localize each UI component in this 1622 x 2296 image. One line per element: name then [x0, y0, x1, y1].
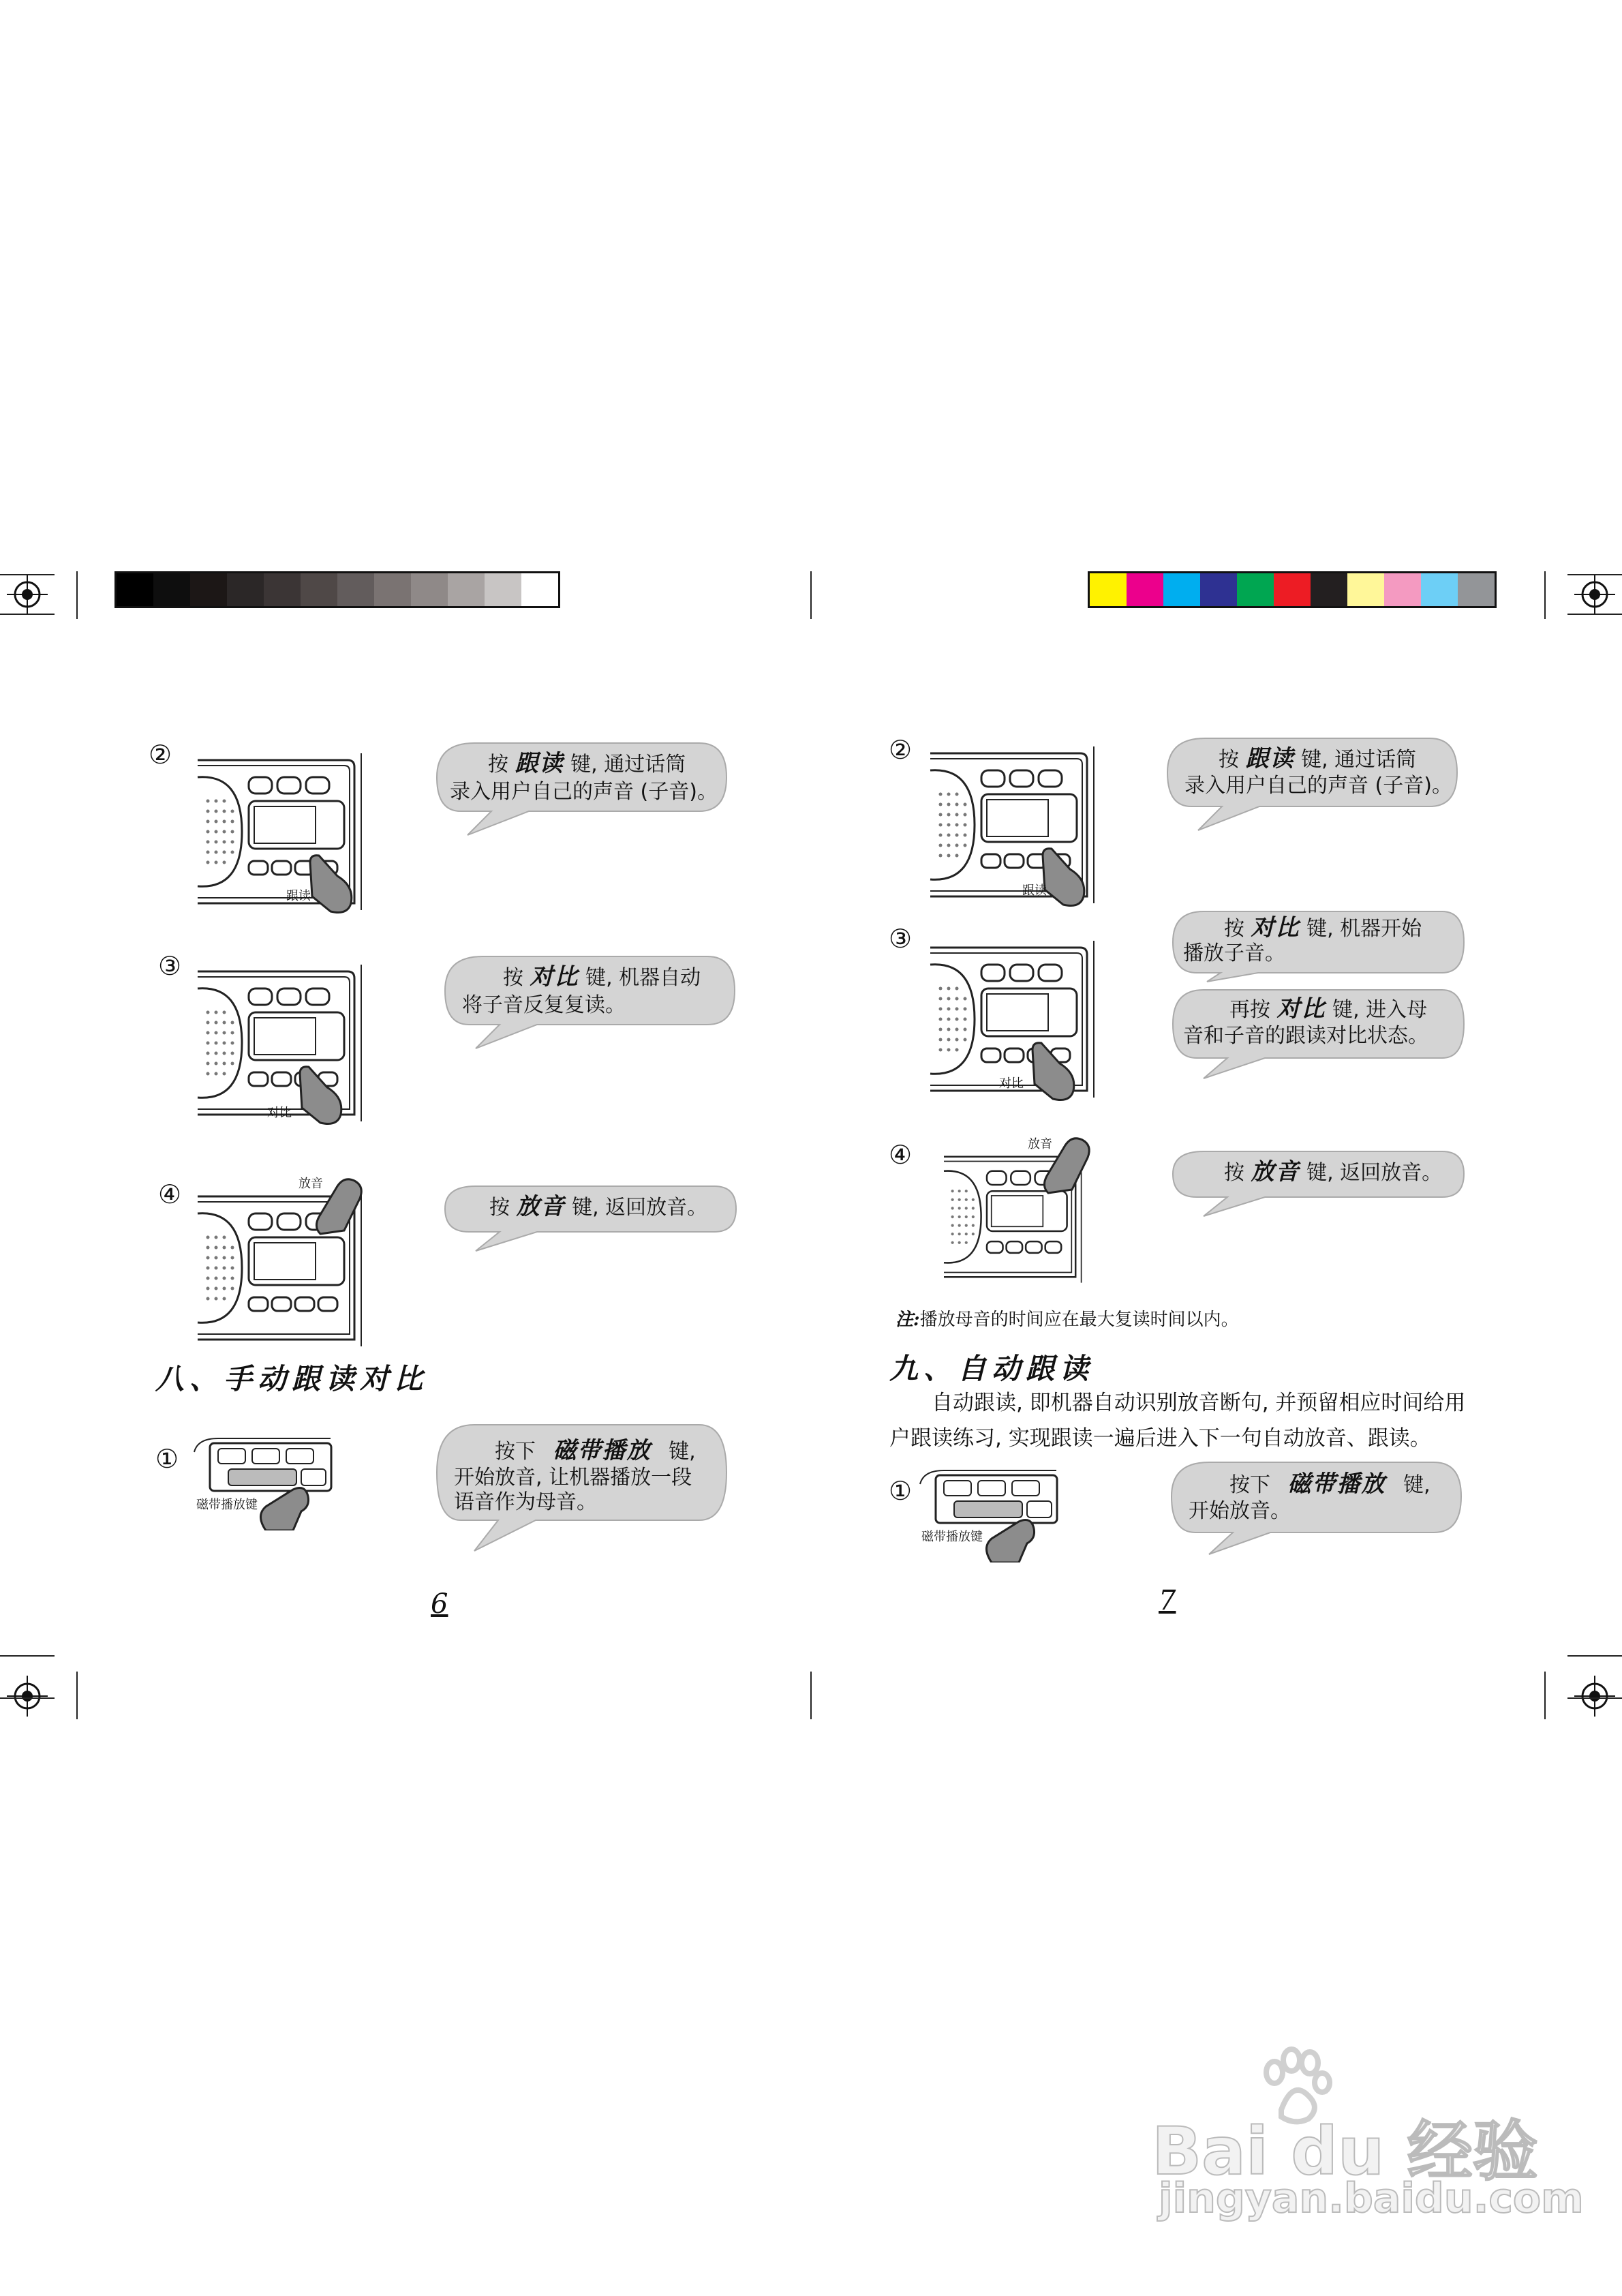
device-label: 跟读 [1022, 883, 1047, 898]
step-number: ② [149, 740, 172, 770]
bubble-text-line2: 开始放音, 让机器播放一段 [454, 1466, 692, 1490]
speech-bubble [442, 953, 741, 1055]
gray-swatch [337, 573, 374, 606]
watermark-brand: Bai du 经验 [1152, 2113, 1538, 2190]
bubble-key-name: 对比 [530, 963, 579, 991]
step-number: ④ [158, 1179, 182, 1209]
speech-bubble [433, 740, 733, 842]
crop-mark [1567, 1655, 1622, 1657]
gray-swatch [190, 573, 227, 606]
bubble-text-pre: 按 [1224, 1161, 1244, 1185]
bubble-text-post: 键, [1403, 1473, 1430, 1497]
section-heading: 九、自动跟读 [889, 1352, 1095, 1385]
color-swatch [1347, 573, 1384, 606]
fold-mark [810, 1672, 812, 1719]
device-label: 放音 [1028, 1137, 1052, 1151]
bubble-text-post: 键, 进入母 [1332, 998, 1428, 1022]
crop-mark [0, 1697, 55, 1699]
watermark-url: jingyan.baidu.com [1159, 2175, 1584, 2222]
bubble-text-line2: 录入用户自己的声音 (子音)。 [450, 780, 718, 804]
bubble-text-pre: 按 [503, 966, 523, 990]
bubble-text-post: 键, 返回放音。 [1306, 1161, 1443, 1185]
step-number: ① [155, 1444, 179, 1474]
crop-mark [1567, 614, 1622, 615]
bubble-text-line2: 播放子音。 [1183, 941, 1285, 965]
note [896, 1305, 1239, 1331]
speech-bubble [433, 1421, 733, 1558]
device-label: 对比 [267, 1106, 292, 1120]
color-swatch [1127, 573, 1163, 606]
bubble-key-name: 跟读 [515, 750, 564, 777]
crop-mark [0, 574, 55, 575]
speech-bubble [1164, 735, 1464, 837]
tape-controls-illustration [917, 1460, 1067, 1562]
tape-controls-illustration [191, 1428, 341, 1530]
gray-swatch [485, 573, 521, 606]
device-label: 磁带播放键 [196, 1498, 258, 1512]
bubble-text-pre: 按 [1219, 748, 1239, 772]
bubble-text-post: 键, 通过话筒 [1301, 748, 1417, 772]
gray-swatch [448, 573, 485, 606]
bubble-text-line3: 语音作为母音。 [454, 1490, 597, 1514]
step-number: ④ [889, 1140, 913, 1170]
bubble-text-pre: 按 [488, 753, 508, 776]
crop-mark [76, 571, 78, 619]
gray-swatch [227, 573, 264, 606]
speech-bubble [1169, 908, 1469, 983]
page-number: 6 [431, 1588, 448, 1620]
color-swatch [1384, 573, 1421, 606]
crop-mark [1567, 1697, 1622, 1699]
crop-mark [0, 614, 55, 615]
step-number: ③ [158, 951, 182, 981]
pressing-finger-icon [300, 849, 361, 917]
note-label: 注: [896, 1310, 920, 1330]
bubble-text-post: 键, 通过话筒 [570, 753, 686, 776]
color-swatch [1090, 573, 1127, 606]
bubble-key-name: 跟读 [1245, 745, 1295, 772]
gray-swatch [411, 573, 448, 606]
step-number: ② [889, 735, 913, 765]
pressing-finger-icon [1022, 1036, 1084, 1104]
pressing-finger-icon [290, 1060, 351, 1128]
bubble-key-name: 对比 [1251, 914, 1300, 941]
color-swatch [1311, 573, 1347, 606]
note-text: 播放母音的时间应在最大复读时间以内。 [919, 1310, 1239, 1330]
bubble-text-pre: 按 [1224, 917, 1244, 941]
step-number: ③ [889, 924, 913, 954]
bubble-text-pre: 按下 [495, 1440, 536, 1464]
crop-mark [76, 1672, 78, 1719]
bubble-text-pre: 按 [489, 1196, 510, 1220]
color-swatch [1421, 573, 1458, 606]
bubble-text-post: 键, [669, 1440, 696, 1464]
page-number: 7 [1159, 1585, 1176, 1616]
speech-bubble [1169, 1148, 1469, 1223]
color-swatch [1274, 573, 1311, 606]
crop-mark [1544, 1672, 1546, 1719]
gray-swatch [153, 573, 190, 606]
bubble-key-name: 磁带播放 [1287, 1470, 1386, 1498]
bubble-text-pre: 按下 [1229, 1473, 1270, 1497]
gray-swatch [374, 573, 411, 606]
color-swatch [1458, 573, 1495, 606]
fold-mark [810, 571, 812, 619]
step-number: ① [889, 1476, 913, 1506]
pressing-finger-icon [1032, 842, 1094, 910]
bubble-text-post: 键, 机器开始 [1306, 917, 1422, 941]
speech-bubble [1168, 1459, 1468, 1561]
device-label: 磁带播放键 [921, 1530, 983, 1544]
device-label: 对比 [999, 1076, 1024, 1091]
bubble-text-pre: 再按 [1229, 998, 1270, 1022]
registration-mark-top-right [1574, 574, 1615, 615]
speech-bubble [1169, 986, 1469, 1082]
registration-mark-bottom-left [7, 1676, 48, 1717]
bubble-text-line2: 开始放音。 [1189, 1499, 1291, 1523]
bubble-key-name: 放音 [516, 1193, 566, 1220]
bubble-text-line2: 录入用户自己的声音 (子音)。 [1184, 774, 1452, 798]
crop-mark [0, 1655, 55, 1657]
device-label: 放音 [299, 1177, 323, 1191]
color-swatch [1163, 573, 1200, 606]
section-heading: 八、手动跟读对比 [155, 1362, 429, 1395]
crop-mark [1544, 571, 1546, 619]
bubble-text-post: 键, 机器自动 [585, 966, 701, 990]
crop-mark [1567, 574, 1622, 575]
bubble-key-name: 放音 [1251, 1158, 1300, 1185]
gray-swatch [521, 573, 558, 606]
color-swatch [1237, 573, 1274, 606]
gray-swatch [117, 573, 153, 606]
color-swatch [1200, 573, 1237, 606]
bubble-text-post: 键, 返回放音。 [572, 1196, 708, 1220]
gray-swatch [264, 573, 301, 606]
bubble-key-name: 对比 [1276, 995, 1326, 1023]
grayscale-bar [114, 571, 560, 608]
color-bar [1088, 571, 1497, 608]
speech-bubble [442, 1183, 741, 1258]
bubble-key-name: 磁带播放 [553, 1437, 652, 1464]
gray-swatch [301, 573, 337, 606]
registration-mark-bottom-right [1574, 1676, 1615, 1717]
body-paragraph: 自动跟读, 即机器自动识别放音断句, 并预留相应时间给用户跟读练习, 实现跟读一遍后进入下一句自动放音、跟读。 [889, 1391, 1466, 1451]
bubble-text-line2: 音和子音的跟读对比状态。 [1183, 1024, 1428, 1048]
registration-mark-top-left [7, 574, 48, 615]
bubble-text-line2: 将子音反复复读。 [462, 993, 626, 1017]
device-label: 跟读 [286, 889, 311, 903]
